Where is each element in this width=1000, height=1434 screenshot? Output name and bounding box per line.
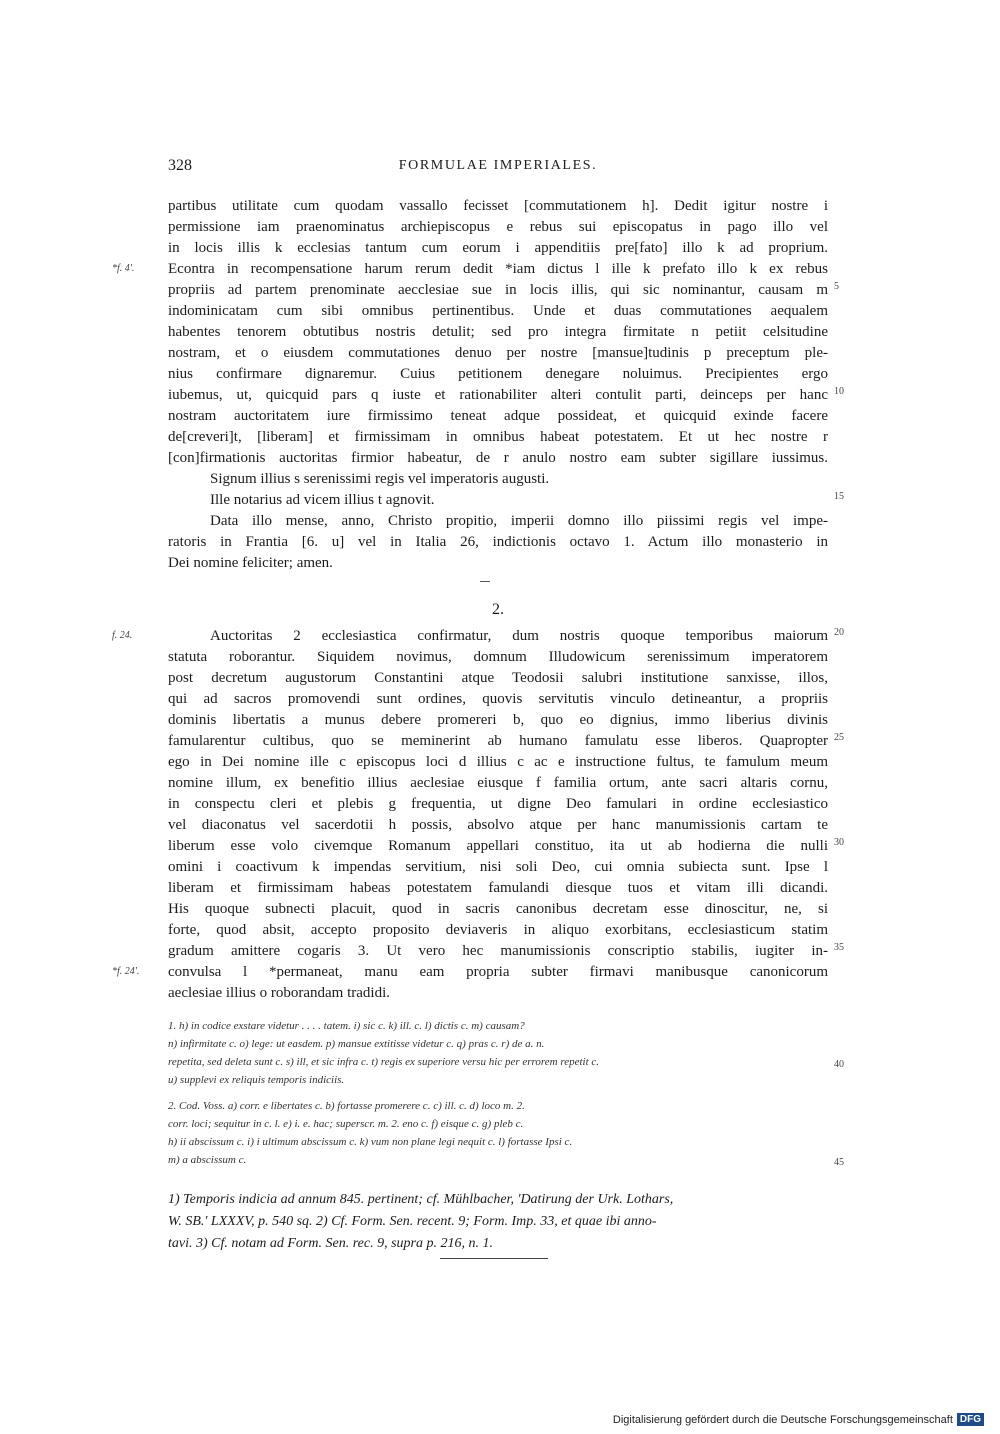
text-line: nostram auctoritatem iure firmissimo teneat adque possideat, et quicquid exinde facere xyxy=(168,408,828,424)
line-number: 5 xyxy=(834,281,839,292)
note-line: W. SB.' LXXXV, p. 540 sq. 2) Cf. Form. Sen. recent. 9; Form. Imp. 33, et quae ibi anno- xyxy=(168,1214,657,1229)
text-line: vel diaconatus vel sacerdotii h possis, absolvo atque per hanc manumissionis cartam te xyxy=(168,817,828,833)
text-line: Econtra in recompensatione harum rerum dedit *iam dictus l ille k prefato illo k ex rebus xyxy=(168,261,828,277)
note-line: 1) Temporis indicia ad annum 845. pertinent; cf. Mühlbacher, 'Datirung der Urk. Lothars, xyxy=(168,1192,674,1207)
end-rule xyxy=(440,1258,548,1259)
text-line: convulsa l *permaneat, manu eam propria subter firmavi manibusque canonicorum xyxy=(168,964,828,980)
text-line: propriis ad partem prenominate aecclesiae sue in locis illis, qui sic nominantur, causam m xyxy=(168,282,828,298)
text-line: aeclesiae illius o roborandam tradidi. xyxy=(168,985,391,1001)
dfg-logo: DFG xyxy=(957,1413,984,1426)
footnote-line: m) a abscissum c. xyxy=(168,1154,247,1166)
text-line: iubemus, ut, quicquid pars q iuste et rationabiliter alteri contulit parti, deinceps per hanc xyxy=(168,387,828,403)
text-line: in locis illis k ecclesias tantum cum eorum i appenditiis pre[fato] illo k ad proprium. xyxy=(168,240,828,256)
footnote-line: h) ii abscissum c. i) i ultimum abscissum c. k) vum non plane legi nequit c. l) fortasse Ipsi c. xyxy=(168,1136,573,1148)
text-line: ego in Dei nomine ille c episcopus loci d illius c ac e instructione fultus, te famulum meum xyxy=(168,754,828,770)
footnote-line: 1. h) in codice exstare videtur . . . . tatem. i) sic c. k) ill. c. l) dictis c. m) causam? xyxy=(168,1020,525,1032)
footnote-line: corr. loci; sequitur in c. l. e) i. e. hac; superscr. m. 2. eno c. f) eisque c. g) pleb c. xyxy=(168,1118,524,1130)
line-number: 15 xyxy=(834,491,844,502)
line-number: 10 xyxy=(834,386,844,397)
data-line: Data illo mense, anno, Christo propitio, imperii domno illo piissimi regis vel impe- xyxy=(210,513,828,529)
section-separator xyxy=(480,581,490,582)
text-line: [con]firmationis auctoritas firmior habeatur, de r anulo nostro eam subter sigillare iussimus. xyxy=(168,450,828,466)
footnote-line: n) infirmitate c. o) lege: ut easdem. p) mansue extitisse videtur c. q) pras c. r) de a. n. xyxy=(168,1038,545,1050)
folio-ref: *f. 4'. xyxy=(112,263,135,274)
text-line: nostram, et o eiusdem commutationes denuo per nostre [mansue]tudinis p preceptum ple- xyxy=(168,345,828,361)
text-line: gradum amittere cogaris 3. Ut vero hec manumissionis conscriptio stabilis, iugiter in- xyxy=(168,943,828,959)
signum-line: Signum illius s serenissimi regis vel imperatoris augusti. xyxy=(210,471,550,487)
text-line: qui ad sacros promovendi sunt ordines, quovis servitutis vinculo detineantur, a propriis xyxy=(168,691,828,707)
line-number: 25 xyxy=(834,732,844,743)
text-line: liberam et firmissimam habeas potestatem famulandi diesque tuos et vitam illi dicandi. xyxy=(168,880,828,896)
note-line: tavi. 3) Cf. notam ad Form. Sen. rec. 9, supra p. 216, n. 1. xyxy=(168,1236,493,1251)
footnote-line: u) supplevi ex reliquis temporis indiciis. xyxy=(168,1074,345,1086)
folio-ref: f. 24. xyxy=(112,630,133,641)
line-number: 35 xyxy=(834,942,844,953)
text-line: de[creveri]t, [liberam] et firmissimam in omnibus habeat potestatem. Et ut hec nostre r xyxy=(168,429,828,445)
section-number: 2. xyxy=(492,601,504,618)
text-line: statuta roborantur. Siquidem novimus, domnum Illudowicum serenissimum imperatorem xyxy=(168,649,828,665)
folio-ref: *f. 24'. xyxy=(112,966,140,977)
page-header xyxy=(168,157,828,179)
footnote-line: repetita, sed deleta sunt c. s) ill, et sic infra c. t) regis ex superiore versu hic per errorem repetit c. xyxy=(168,1056,600,1068)
text-line: partibus utilitate cum quodam vassallo fecisset [commutationem h]. Dedit igitur nostre i xyxy=(168,198,828,214)
notarius-line: Ille notarius ad vicem illius t agnovit. xyxy=(210,492,435,508)
text-line: Auctoritas 2 ecclesiastica confirmatur, dum nostris quoque temporibus maiorum xyxy=(210,628,828,644)
text-line: nomine illum, ex benefitio illius aeclesiae eiusque f familia ortum, ante sacri altaris cornu, xyxy=(168,775,828,791)
text-line: forte, quod absit, accepto proposito deviaveris in aliquo exorbitans, ecclesiasticum statim xyxy=(168,922,828,938)
line-number: 45 xyxy=(834,1157,844,1168)
text-line: in conspectu cleri et plebis g frequentia, ut digne Deo famulari in ordine ecclesiastico xyxy=(168,796,828,812)
line-number: 40 xyxy=(834,1059,844,1070)
line-number: 30 xyxy=(834,837,844,848)
running-title: FORMULAE IMPERIALES. xyxy=(398,158,598,173)
text-line: liberum esse volo civemque Romanum appellari constituo, ita ut ab hodierna die nulli xyxy=(168,838,828,854)
text-line: permissione iam praenominatus archiepiscopus e rebus sui episcopatus in pago illo vel xyxy=(168,219,828,235)
data-line: ratoris in Frantia [6. u] vel in Italia 26, indictionis octavo 1. Actum illo monasterio in xyxy=(168,534,828,550)
text-line: post decretum augustorum Constantini atque Teodosii salubri institutione sanxisse, illos, xyxy=(168,670,828,686)
data-line: Dei nomine feliciter; amen. xyxy=(168,555,333,571)
text-line: famularentur cultibus, quo se meminerint ab humano famulatu esse liberos. Quapropter xyxy=(168,733,828,749)
text-line: dominis libertatis a munus debere promereri b, quo eo dignius, immo liberius divinis xyxy=(168,712,828,728)
text-line: habentes tenorem obtutibus nostris detulit; sed pro integra firmitate n petiit celsitudine xyxy=(168,324,828,340)
page-number: 328 xyxy=(168,157,192,174)
text-line: His quoque subnecti placuit, quod in sacris canonibus decretam esse dinoscitur, ne, si xyxy=(168,901,828,917)
text-line: indominicatam cum sibi omnibus pertinentibus. Unde et duas commutationes aequalem xyxy=(168,303,828,319)
footnote-line: 2. Cod. Voss. a) corr. e libertates c. b) fortasse promerere c. c) ill. c. d) loco m. 2. xyxy=(168,1100,525,1112)
digitization-credit xyxy=(613,1413,984,1426)
credit-text: Digitalisierung gefördert durch die Deutsche Forschungsgemeinschaft xyxy=(612,1413,953,1426)
line-number: 20 xyxy=(834,627,844,638)
text-line: omini i coactivum k impendas servitium, nisi soli Deo, cui omnia subiecta sunt. Ipse l xyxy=(168,859,828,875)
text-line: nius confirmare dignaremur. Cuius petitionem denegare noluimus. Precipientes ergo xyxy=(168,366,828,382)
